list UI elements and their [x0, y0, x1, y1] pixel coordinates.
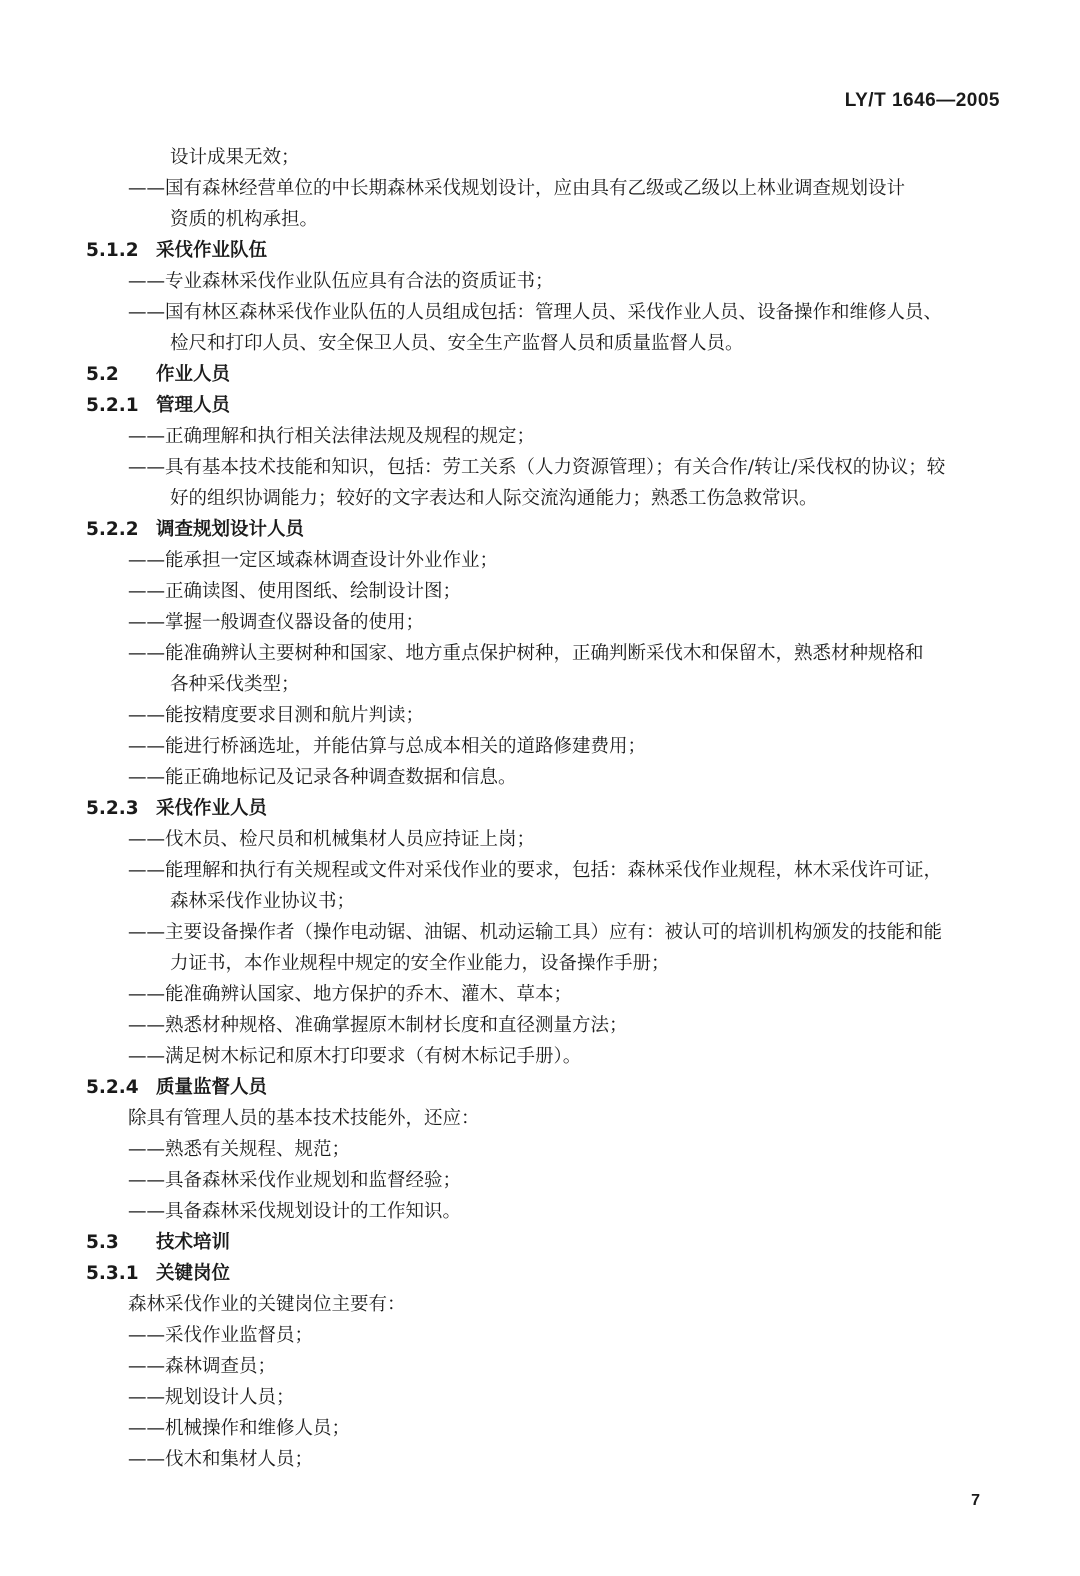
section-heading: [86, 359, 1006, 390]
list-item: ——专业森林采伐作业队伍应具有合法的资质证书；: [128, 271, 554, 292]
list-item: ——正确理解和执行相关法律法规及规程的规定；: [128, 426, 536, 447]
section-title: 质量监督人员: [156, 1077, 268, 1098]
list-item: ——满足树木标记和原木打印要求（有树木标记手册）。: [128, 1046, 582, 1067]
section-number: 5.2.4: [86, 1077, 139, 1098]
standard-code: LY/T 1646—2005: [844, 90, 1000, 111]
list-item-continuation: 各种采伐类型；: [170, 674, 300, 695]
section-number: 5.1.2: [86, 240, 139, 261]
section-title: 采伐作业队伍: [156, 240, 268, 261]
section-title: 管理人员: [156, 395, 231, 416]
section-title: 采伐作业人员: [156, 798, 268, 819]
list-item: ——能理解和执行有关规程或文件对采伐作业的要求，包括：森林采伐作业规程，林木采伐许可证，: [128, 860, 943, 881]
list-item-continuation: 森林采伐作业协议书；: [170, 891, 356, 912]
list-item-continuation: 检尺和打印人员、安全保卫人员、安全生产监督人员和质量监督人员。: [170, 333, 744, 354]
section-title: 作业人员: [156, 364, 231, 385]
section-heading: [86, 390, 1006, 421]
section-title: 技术培训: [156, 1232, 231, 1253]
list-item: ——掌握一般调查仪器设备的使用；: [128, 612, 425, 633]
list-item-continuation: 力证书，本作业规程中规定的安全作业能力，设备操作手册；: [170, 953, 670, 974]
list-item-continuation: 资质的机构承担。: [170, 209, 319, 230]
section-title: 调查规划设计人员: [156, 519, 305, 540]
section-heading: [86, 1227, 1006, 1258]
list-item: ——伐木和集材人员；: [128, 1449, 314, 1470]
section-number: 5.2: [86, 364, 119, 385]
list-item-continuation: 设计成果无效；: [170, 147, 300, 168]
list-item: ——森林调查员；: [128, 1356, 277, 1377]
page-number: 7: [971, 1492, 980, 1509]
section-heading: [86, 235, 1006, 266]
list-item: ——机械操作和维修人员；: [128, 1418, 351, 1439]
list-item: ——具备森林采伐规划设计的工作知识。: [128, 1201, 462, 1222]
list-item-continuation: 好的组织协调能力；较好的文字表达和人际交流沟通能力；熟悉工伤急救常识。: [170, 488, 818, 509]
section-number: 5.2.2: [86, 519, 139, 540]
list-item: ——国有森林经营单位的中长期森林采伐规划设计，应由具有乙级或乙级以上林业调查规划设计: [128, 178, 906, 199]
list-item: ——能准确辨认国家、地方保护的乔木、灌木、草本；: [128, 984, 573, 1005]
section-number: 5.3: [86, 1232, 119, 1253]
list-item: ——正确读图、使用图纸、绘制设计图；: [128, 581, 462, 602]
paragraph: 除具有管理人员的基本技术技能外，还应：: [128, 1108, 480, 1129]
section-number: 5.2.1: [86, 395, 139, 416]
list-item: ——能正确地标记及记录各种调查数据和信息。: [128, 767, 517, 788]
document-body: [86, 142, 1006, 1475]
list-item: ——能按精度要求目测和航片判读；: [128, 705, 425, 726]
list-item: ——国有林区森林采伐作业队伍的人员组成包括：管理人员、采伐作业人员、设备操作和维修人员、: [128, 302, 943, 323]
list-item: ——主要设备操作者（操作电动锯、油锯、机动运输工具）应有：被认可的培训机构颁发的技能和能: [128, 922, 943, 943]
list-item: ——熟悉有关规程、规范；: [128, 1139, 351, 1160]
section-title: 关键岗位: [156, 1263, 231, 1284]
list-item: ——能进行桥涵选址，并能估算与总成本相关的道路修建费用；: [128, 736, 647, 757]
list-item: ——规划设计人员；: [128, 1387, 295, 1408]
list-item: ——采伐作业监督员；: [128, 1325, 314, 1346]
section-heading: [86, 514, 1006, 545]
list-item: ——能承担一定区域森林调查设计外业作业；: [128, 550, 499, 571]
section-number: 5.2.3: [86, 798, 139, 819]
list-item: ——能准确辨认主要树种和国家、地方重点保护树种，正确判断采伐木和保留木，熟悉材种规格和: [128, 643, 924, 664]
section-heading: [86, 793, 1006, 824]
paragraph: 森林采伐作业的关键岗位主要有：: [128, 1294, 406, 1315]
list-item: ——具备森林采伐作业规划和监督经验；: [128, 1170, 462, 1191]
list-item: ——熟悉材种规格、准确掌握原木制材长度和直径测量方法；: [128, 1015, 628, 1036]
section-number: 5.3.1: [86, 1263, 139, 1284]
section-heading: [86, 1072, 1006, 1103]
section-heading: [86, 1258, 1006, 1289]
list-item: ——伐木员、检尺员和机械集材人员应持证上岗；: [128, 829, 536, 850]
list-item: ——具有基本技术技能和知识，包括：劳工关系（人力资源管理）；有关合作/转让/采伐权的协议；较: [128, 457, 946, 478]
